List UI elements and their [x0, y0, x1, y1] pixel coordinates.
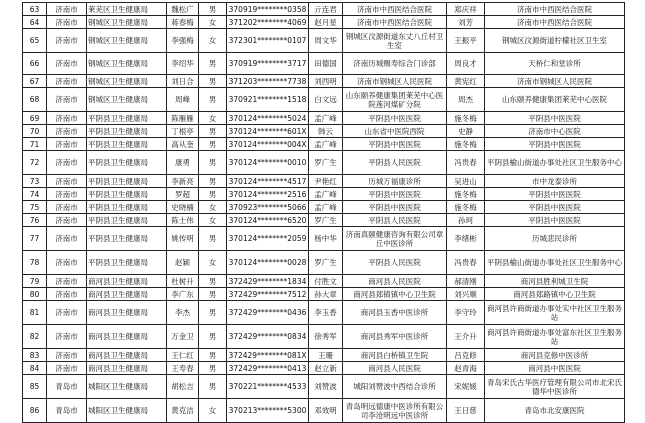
cell-hospital: 商河县秀军中医诊所: [343, 325, 447, 349]
cell-doctor: 杨中华: [309, 227, 343, 251]
cell-city: 青岛市: [47, 399, 87, 423]
cell-hospital: 平阴县人民医院: [343, 151, 447, 175]
cell-id: 370124********4517: [227, 175, 309, 188]
cell-name: 李绍华: [167, 53, 199, 75]
cell-gender: 男: [199, 375, 227, 399]
table-row: [23, 399, 625, 423]
cell-no: 66: [23, 53, 47, 75]
cell-hospital: 商河县玉香中医诊所: [343, 301, 447, 325]
cell-no: 71: [23, 138, 47, 151]
cell-org: 商河县郑路镇中心卫生院: [485, 288, 625, 301]
cell-hospital: 平阴县中医医院: [343, 112, 447, 125]
cell-gender: 女: [199, 251, 227, 275]
cell-id: 371202********4069: [227, 16, 309, 29]
cell-contact: 王日慈: [447, 399, 485, 423]
cell-id: 372429********0436: [227, 301, 309, 325]
cell-doctor: 罗广生: [309, 251, 343, 275]
cell-bureau: 平阴县卫生健康局: [87, 112, 167, 125]
cell-bureau: 城阳区卫生健康局: [87, 375, 167, 399]
cell-org: 天桥仁和堂诊所: [485, 53, 625, 75]
cell-name: 赵颖: [167, 251, 199, 275]
cell-bureau: 平阴县卫生健康局: [87, 151, 167, 175]
cell-no: 67: [23, 75, 47, 88]
cell-id: 370124********5024: [227, 112, 309, 125]
cell-doctor: 亓连君: [309, 3, 343, 16]
table-row: [23, 3, 625, 16]
cell-id: 370923********5066: [227, 201, 309, 214]
cell-bureau: 平阴县卫生健康局: [87, 227, 167, 251]
cell-contact: 冯贵春: [447, 151, 485, 175]
cell-org: 山东颐养健康集团莱芜中心医院: [485, 88, 625, 112]
cell-doctor: 赵月星: [309, 16, 343, 29]
cell-gender: 男: [199, 275, 227, 288]
cell-doctor: 徐秀军: [309, 325, 343, 349]
cell-org: 平阴县中医医院: [485, 214, 625, 227]
cell-no: 79: [23, 275, 47, 288]
table-row: [23, 88, 625, 112]
cell-bureau: 钢城区卫生健康局: [87, 53, 167, 75]
cell-city: 济南市: [47, 275, 87, 288]
table-row: [23, 138, 625, 151]
cell-id: 372429********081X: [228, 350, 307, 360]
cell-contact: 周杰: [447, 88, 485, 112]
table-row: [23, 201, 625, 214]
cell-no: 81: [23, 301, 47, 325]
cell-id: 370124********004X: [228, 139, 307, 149]
cell-gender: 男: [199, 288, 227, 301]
cell-gender: 男: [199, 349, 227, 362]
cell-contact: 李绪彬: [447, 227, 485, 251]
cell-bureau: 莱芜区卫生健康局: [87, 3, 167, 16]
cell-bureau: 平阴县卫生健康局: [87, 175, 167, 188]
cell-city: 济南市: [47, 188, 87, 201]
cell-org: 商河县克修中医诊所: [485, 349, 625, 362]
cell-city: 青岛市: [47, 375, 87, 399]
cell-org: 青岛宋氏古华医疗管理有限公司市北宋氏德华中医诊所: [485, 375, 625, 399]
cell-hospital: 商河县郑镇镇中心卫生院: [343, 288, 447, 301]
cell-bureau: 商河县卫生健康局: [87, 362, 167, 375]
cell-city: 济南市: [47, 175, 87, 188]
cell-bureau: 平阴县卫生健康局: [87, 214, 167, 227]
cell-id: 370124********0028: [227, 251, 309, 275]
table-row: [23, 151, 625, 175]
cell-hospital: 济南市中西医结合医院: [343, 3, 447, 16]
cell-doctor: 孙大章: [309, 288, 343, 301]
cell-no: 78: [23, 251, 47, 275]
cell-hospital: 历城万福康诊所: [343, 175, 447, 188]
cell-bureau: 钢城区卫生健康局: [87, 75, 167, 88]
cell-id: 370919********0358: [227, 3, 309, 16]
cell-hospital: 钢城区汶源街道东丈八丘村卫生室: [343, 29, 447, 53]
cell-no: 86: [23, 399, 47, 423]
cell-org: 济南市钢城区人民医院: [485, 75, 625, 88]
cell-contact: 周良才: [447, 53, 485, 75]
cell-city: 济南市: [47, 16, 87, 29]
cell-bureau: 商河县卫生健康局: [87, 301, 167, 325]
table-row: [23, 325, 625, 349]
cell-org: 商河县胜利城卫生院: [485, 275, 625, 288]
cell-hospital: 山东颐养健康集团莱芜中心医院莲河煤矿分院: [343, 88, 447, 112]
cell-city: 济南市: [47, 362, 87, 375]
cell-gender: 男: [199, 151, 227, 175]
cell-org: 商河县中医医院: [485, 362, 625, 375]
cell-gender: 女: [199, 29, 227, 53]
cell-city: 济南市: [47, 227, 87, 251]
cell-bureau: 平阴县卫生健康局: [87, 188, 167, 201]
cell-gender: 男: [199, 88, 227, 112]
cell-gender: 女: [199, 214, 227, 227]
cell-id: 370221********4533: [227, 375, 309, 399]
cell-contact: 黄宪红: [447, 75, 485, 88]
cell-contact: 施冬梅: [447, 201, 485, 214]
cell-contact: 宋妮媛: [447, 375, 485, 399]
cell-id: 370124********601X: [228, 126, 307, 136]
table-row: [23, 29, 625, 53]
cell-name: 王寿春: [167, 362, 199, 375]
cell-hospital: 青岛明远德康中医诊所有限公司李沧明远中医诊所: [343, 399, 447, 423]
cell-id: 372429********0413: [227, 362, 309, 375]
cell-id: 372429********0834: [227, 325, 309, 349]
cell-city: 济南市: [47, 325, 87, 349]
cell-name: 陈雁雁: [167, 112, 199, 125]
cell-id: 370124********0010: [227, 151, 309, 175]
cell-contact: 郑庆祥: [447, 3, 485, 16]
cell-gender: 男: [199, 362, 227, 375]
cell-org: 平阴县中医医院: [485, 201, 625, 214]
cell-contact: 李守玲: [447, 301, 485, 325]
cell-name: 高从奎: [167, 138, 199, 151]
cell-no: 83: [23, 349, 47, 362]
cell-org: 平阴县中医医院: [485, 112, 625, 125]
cell-no: 63: [23, 3, 47, 16]
cell-gender: 女: [199, 201, 227, 214]
cell-name: 杜树升: [167, 275, 199, 288]
cell-contact: 刘兴顺: [447, 288, 485, 301]
cell-bureau: 平阴县卫生健康局: [87, 201, 167, 214]
table-row: [23, 112, 625, 125]
cell-gender: 男: [199, 175, 227, 188]
cell-name: 刘日合: [167, 75, 199, 88]
cell-gender: 男: [199, 227, 227, 251]
cell-org: 钢城区汶源街道柠檬社区卫生室: [485, 29, 625, 53]
cell-doctor: 白文远: [309, 88, 343, 112]
cell-doctor: 周文华: [309, 29, 343, 53]
cell-city: 济南市: [47, 301, 87, 325]
cell-city: 济南市: [47, 125, 87, 138]
cell-contact: 施冬梅: [447, 188, 485, 201]
table-row: [23, 175, 625, 188]
cell-contact: 施冬梅: [447, 138, 485, 151]
cell-no: 80: [23, 288, 47, 301]
cell-org: 商河县许商街道办事处富东社区卫生服务站: [485, 325, 625, 349]
table-row: [23, 375, 625, 399]
table-row: [23, 227, 625, 251]
cell-doctor: 罗广生: [309, 214, 343, 227]
cell-hospital: 平阴县人民医院: [343, 251, 447, 275]
cell-bureau: 平阴县卫生健康局: [87, 251, 167, 275]
cell-id: 372301********0107: [227, 29, 309, 53]
cell-gender: 男: [199, 138, 227, 151]
cell-id: 370919********3717: [227, 53, 309, 75]
cell-gender: 男: [199, 325, 227, 349]
cell-doctor: 孟广峰: [309, 188, 343, 201]
cell-no: 74: [23, 188, 47, 201]
cell-bureau: 钢城区卫生健康局: [87, 16, 167, 29]
certification-table-page: [22, 2, 624, 423]
table-row: [23, 53, 625, 75]
table-row: [23, 16, 625, 29]
cell-bureau: 商河县卫生健康局: [87, 275, 167, 288]
cell-doctor: 邓效明: [309, 399, 343, 423]
cell-id: 371203********7738: [227, 75, 309, 88]
cell-id: 370124********6520: [227, 214, 309, 227]
cell-hospital: 平阴县中医医院: [343, 188, 447, 201]
cell-name: 李新亮: [167, 175, 199, 188]
cell-bureau: 平阴县卫生健康局: [87, 138, 167, 151]
cell-contact: 郝清刚: [447, 275, 485, 288]
cell-gender: 男: [199, 301, 227, 325]
cell-contact: 冯贵春: [447, 251, 485, 275]
cell-city: 济南市: [47, 29, 87, 53]
cell-id: 370213********5300: [227, 399, 309, 423]
table-row: [23, 362, 625, 375]
cell-contact: 史静: [447, 125, 485, 138]
cell-gender: 男: [199, 3, 227, 16]
cell-doctor: 田德国: [309, 53, 343, 75]
cell-gender: 男: [199, 188, 227, 201]
cell-doctor: 刘赞波: [309, 375, 343, 399]
cell-no: 84: [23, 362, 47, 375]
cell-gender: 女: [199, 399, 227, 423]
cell-name: 蒋春梅: [167, 16, 199, 29]
cell-name: 姚传明: [167, 227, 199, 251]
cell-no: 70: [23, 125, 47, 138]
cell-name: 李强梅: [167, 29, 199, 53]
cell-no: 65: [23, 29, 47, 53]
cell-city: 济南市: [47, 288, 87, 301]
cell-name: 罗超: [167, 188, 199, 201]
cell-contact: 吕克修: [447, 349, 485, 362]
cell-org: 济南市中西医结合医院: [485, 16, 625, 29]
cell-org: 济南市中西医结合医院: [485, 3, 625, 16]
cell-doctor: 韩云: [309, 125, 343, 138]
cell-doctor: 罗广生: [309, 151, 343, 175]
cell-hospital: 商河县白桥镇卫生院: [343, 349, 447, 362]
cell-bureau: 商河县卫生健康局: [87, 288, 167, 301]
cell-hospital: 平阴县人民医院: [343, 214, 447, 227]
cell-no: 85: [23, 375, 47, 399]
cell-city: 济南市: [47, 112, 87, 125]
cell-bureau: 商河县卫生健康局: [87, 325, 167, 349]
cell-id: 370124********2059: [227, 227, 309, 251]
cell-doctor: 王珊: [309, 349, 343, 362]
cell-contact: 王振平: [447, 29, 485, 53]
cell-hospital: 山东省中医院西院: [343, 125, 447, 138]
cell-name: 李杰: [167, 301, 199, 325]
cell-org: 市中龙泰诊所: [485, 175, 625, 188]
cell-contact: 赵青海: [447, 362, 485, 375]
cell-no: 77: [23, 227, 47, 251]
cell-no: 76: [23, 214, 47, 227]
cell-no: 64: [23, 16, 47, 29]
cell-gender: 男: [199, 125, 227, 138]
cell-contact: 刘芳: [447, 16, 485, 29]
table-row: [23, 349, 625, 362]
cell-doctor: 赵立新: [309, 362, 343, 375]
cell-gender: 男: [199, 75, 227, 88]
table-row: [23, 288, 625, 301]
cell-city: 济南市: [47, 151, 87, 175]
cell-name: 陈士伟: [167, 214, 199, 227]
certification-table: [22, 2, 625, 423]
cell-org: 平阴县榆山街道办事处社区卫生服务中心: [485, 151, 625, 175]
cell-gender: 男: [199, 53, 227, 75]
cell-name: 康勇: [167, 151, 199, 175]
table-row: [23, 125, 625, 138]
cell-hospital: 济南市钢城区人民医院: [343, 75, 447, 88]
cell-name: 万金卫: [167, 325, 199, 349]
cell-doctor: 孟广峰: [309, 112, 343, 125]
cell-org: 济南市中心医院: [485, 125, 625, 138]
cell-org: 平阴县中医医院: [485, 188, 625, 201]
cell-doctor: 孟广峰: [309, 138, 343, 151]
cell-city: 济南市: [47, 214, 87, 227]
cell-bureau: 钢城区卫生健康局: [87, 88, 167, 112]
table-body: [23, 3, 625, 423]
cell-org: 平阴县榆山街道办事处社区卫生服务中心: [485, 251, 625, 275]
cell-org: 平阴县中医医院: [485, 138, 625, 151]
cell-doctor: 付胜文: [309, 275, 343, 288]
cell-no: 75: [23, 201, 47, 214]
cell-hospital: 平阴县中医医院: [343, 201, 447, 214]
cell-name: 史晓楠: [167, 201, 199, 214]
cell-doctor: 李玉香: [309, 301, 343, 325]
cell-org: 青岛市北安康医院: [485, 399, 625, 423]
cell-no: 72: [23, 151, 47, 175]
table-row: [23, 75, 625, 88]
cell-doctor: 孟广峰: [309, 201, 343, 214]
table-row: [23, 251, 625, 275]
table-row: [23, 275, 625, 288]
cell-contact: 王介升: [447, 325, 485, 349]
cell-id: 370124********2516: [227, 188, 309, 201]
cell-org: 历城悲民诊所: [485, 227, 625, 251]
cell-city: 济南市: [47, 53, 87, 75]
cell-name: 胡松吉: [167, 375, 199, 399]
cell-city: 济南市: [47, 349, 87, 362]
cell-bureau: 钢城区卫生健康局: [87, 29, 167, 53]
cell-gender: 女: [199, 112, 227, 125]
cell-hospital: 商河县人民医院: [343, 275, 447, 288]
cell-name: 魏松广: [167, 3, 199, 16]
cell-no: 73: [23, 175, 47, 188]
cell-name: 王仁红: [167, 349, 199, 362]
cell-city: 济南市: [47, 3, 87, 16]
cell-hospital: 济南市中西医结合医院: [343, 16, 447, 29]
cell-id: 372429********7512: [227, 288, 309, 301]
cell-bureau: 平阴县卫生健康局: [87, 125, 167, 138]
cell-org: 商河县许商街道办事处实中社区卫生服务站: [485, 301, 625, 325]
table-row: [23, 214, 625, 227]
cell-name: 丁根亭: [167, 125, 199, 138]
cell-hospital: 平阴县中医医院: [343, 138, 447, 151]
cell-city: 济南市: [47, 138, 87, 151]
cell-contact: 吴进山: [447, 175, 485, 188]
cell-bureau: 商河县卫生健康局: [87, 349, 167, 362]
cell-hospital: 济南历城赐寿综合门诊部: [343, 53, 447, 75]
cell-doctor: 尹艳红: [309, 175, 343, 188]
cell-no: 69: [23, 112, 47, 125]
cell-city: 济南市: [47, 88, 87, 112]
cell-gender: 女: [199, 16, 227, 29]
cell-name: 黄克洁: [167, 399, 199, 423]
cell-city: 济南市: [47, 201, 87, 214]
cell-contact: 孙珂: [447, 214, 485, 227]
cell-contact: 施冬梅: [447, 112, 485, 125]
table-row: [23, 301, 625, 325]
cell-no: 82: [23, 325, 47, 349]
cell-doctor: 刘西明: [309, 75, 343, 88]
cell-city: 济南市: [47, 75, 87, 88]
cell-name: 周峰: [167, 88, 199, 112]
cell-hospital: 商河县人民医院: [343, 362, 447, 375]
cell-bureau: 城阳区卫生健康局: [87, 399, 167, 423]
cell-no: 68: [23, 88, 47, 112]
cell-hospital: 城阳刘赞波中西结合诊所: [343, 375, 447, 399]
cell-id: 372429********1834: [227, 275, 309, 288]
cell-hospital: 济南真颐健康咨询有限公司章丘中医诊所: [343, 227, 447, 251]
table-row: [23, 188, 625, 201]
cell-city: 济南市: [47, 251, 87, 275]
cell-id: 370921********1518: [227, 88, 309, 112]
cell-name: 李广东: [167, 288, 199, 301]
